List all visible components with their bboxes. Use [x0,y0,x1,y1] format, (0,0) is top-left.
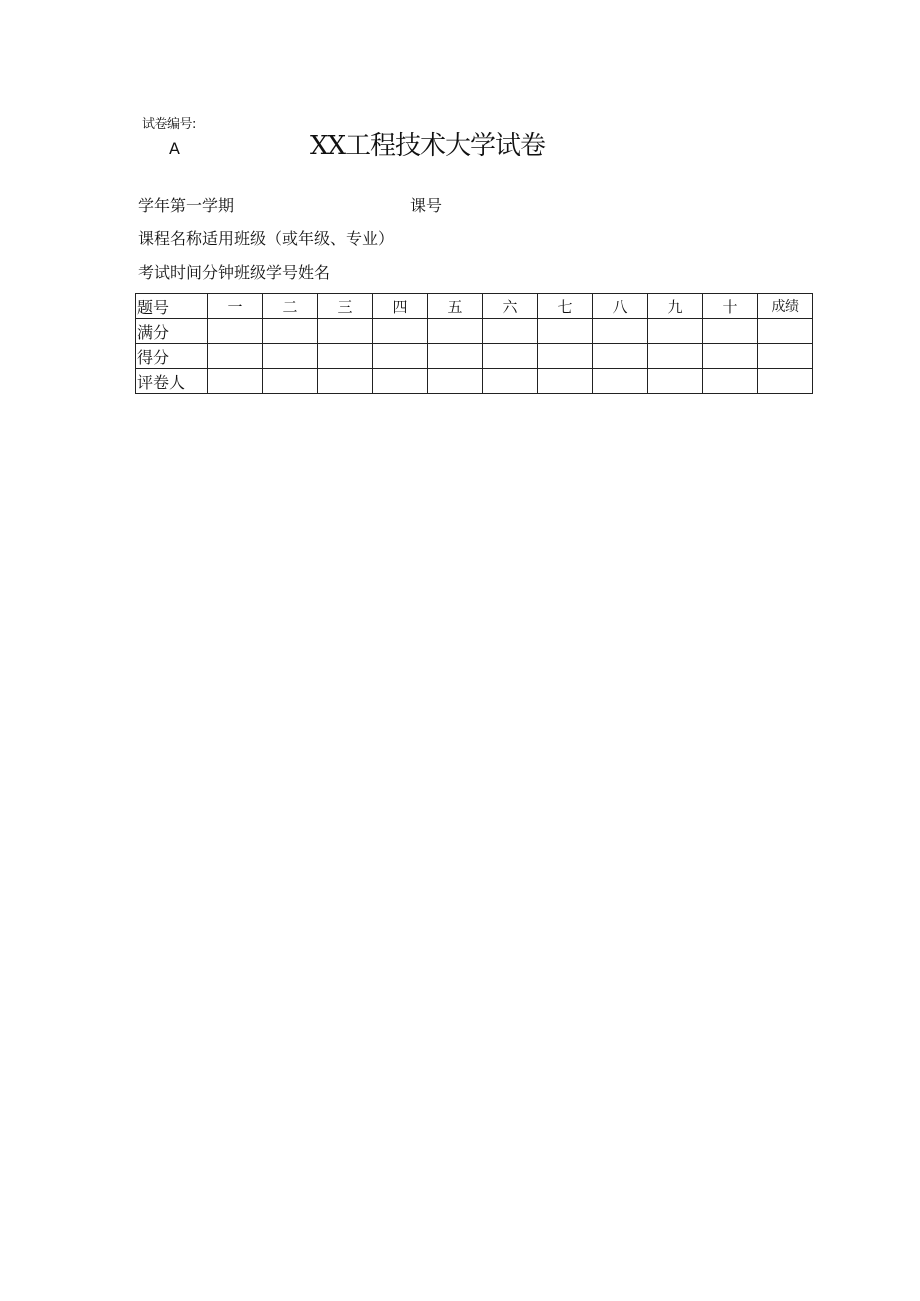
total-score-column: 成绩 [758,294,813,319]
table-row [136,319,813,344]
question-number-label: 题号 [136,294,208,319]
question-column-9: 九 [648,294,703,319]
score-cell[interactable] [483,344,538,369]
table-row [136,344,813,369]
score-cell[interactable] [538,344,593,369]
academic-term-line: 学年第一学期 [138,196,235,215]
course-number-label: 课号 [410,196,443,215]
question-column-6: 六 [483,294,538,319]
score-cell[interactable] [648,319,703,344]
score-table [135,293,813,394]
question-column-4: 四 [373,294,428,319]
score-cell[interactable] [318,319,373,344]
question-column-8: 八 [593,294,648,319]
table-row [136,369,813,394]
score-cell[interactable] [593,369,648,394]
score-cell[interactable] [208,344,263,369]
question-column-1: 一 [208,294,263,319]
score-cell[interactable] [593,319,648,344]
score-cell[interactable] [483,319,538,344]
full-marks-label: 满分 [136,319,208,344]
score-cell[interactable] [208,319,263,344]
question-column-3: 三 [318,294,373,319]
score-cell[interactable] [428,319,483,344]
score-cell[interactable] [318,344,373,369]
paper-number-label: 试卷编号: [142,117,196,132]
exam-title: XX工程技术大学试卷 [310,131,546,161]
score-cell[interactable] [318,369,373,394]
score-cell[interactable] [483,369,538,394]
score-cell[interactable] [593,344,648,369]
score-cell[interactable] [703,369,758,394]
score-cell[interactable] [758,319,813,344]
score-cell[interactable] [758,369,813,394]
score-cell[interactable] [263,319,318,344]
question-column-7: 七 [538,294,593,319]
exam-details-line: 考试时间分钟班级学号姓名 [138,263,331,282]
score-cell[interactable] [263,369,318,394]
question-column-2: 二 [263,294,318,319]
score-cell[interactable] [428,344,483,369]
score-cell[interactable] [703,344,758,369]
grader-label: 评卷人 [136,369,208,394]
score-cell[interactable] [208,369,263,394]
score-cell[interactable] [648,344,703,369]
paper-version: A [169,139,180,158]
score-cell[interactable] [373,319,428,344]
question-column-5: 五 [428,294,483,319]
score-cell[interactable] [428,369,483,394]
score-cell[interactable] [703,319,758,344]
score-cell[interactable] [538,319,593,344]
score-cell[interactable] [373,344,428,369]
score-table-header-row [136,294,813,319]
score-cell[interactable] [373,369,428,394]
question-column-10: 十 [703,294,758,319]
score-cell[interactable] [648,369,703,394]
score-cell[interactable] [758,344,813,369]
score-cell[interactable] [263,344,318,369]
score-earned-label: 得分 [136,344,208,369]
course-name-line: 课程名称适用班级（或年级、专业） [138,229,395,248]
score-cell[interactable] [538,369,593,394]
